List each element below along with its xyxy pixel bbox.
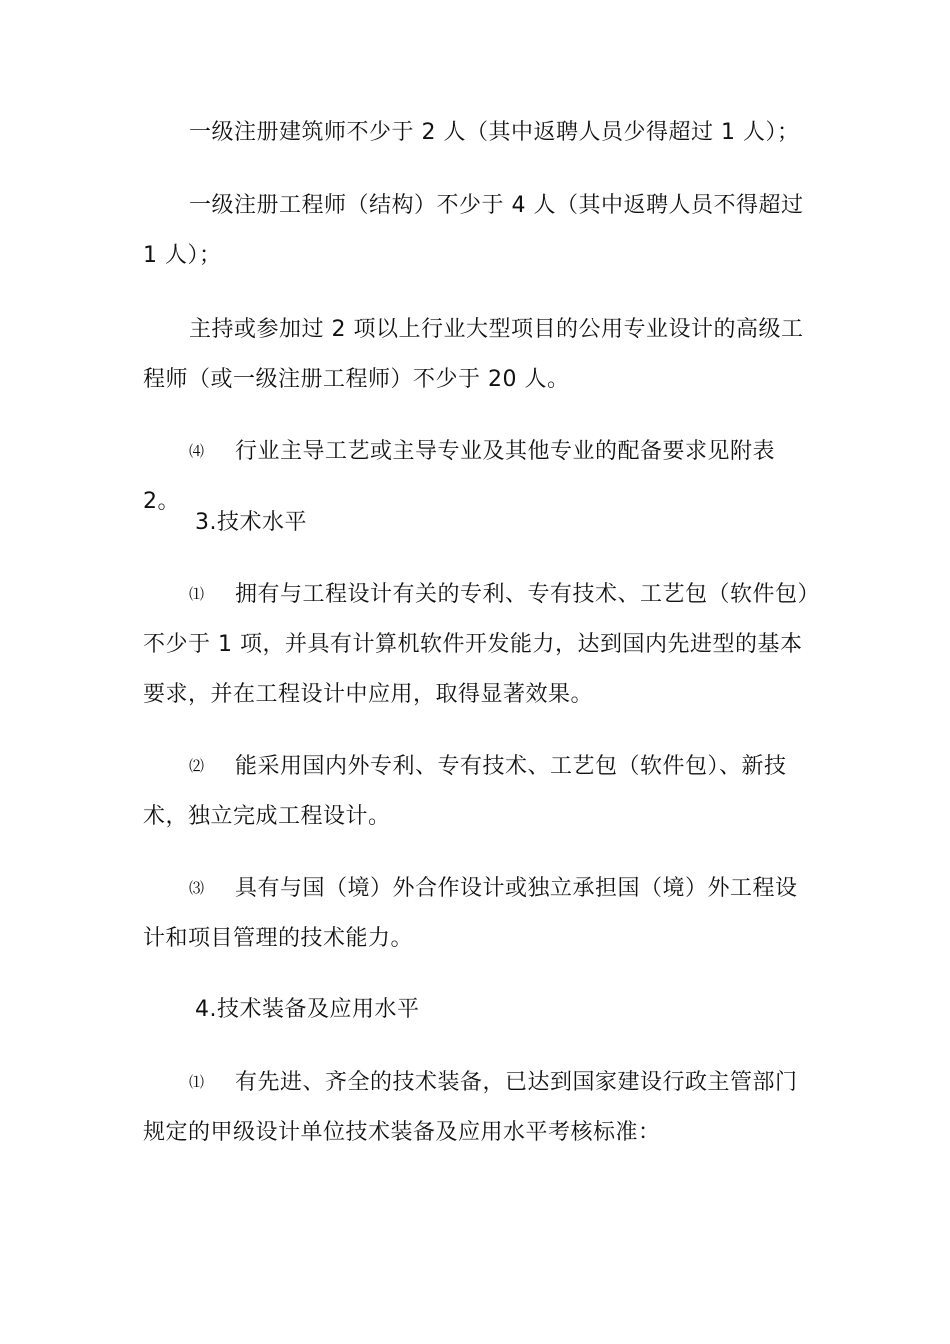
paragraph-text: 具有与国（境）外合作设计或独立承担国（境）外工程设计和项目管理的技术能力。 — [143, 876, 798, 951]
paragraph-text: 一级注册建筑师不少于 2 人（其中返聘人员少得超过 1 人）； — [189, 120, 800, 145]
item-number: ⑶ — [189, 879, 205, 897]
item-number: ⑷ — [189, 442, 205, 460]
paragraph-text: 主持或参加过 2 项以上行业大型项目的公用专业设计的高级工程师（或一级注册工程师）不少于 20 人。 — [143, 317, 804, 392]
item-number: ⑴ — [189, 1073, 205, 1091]
section-heading-equipment — [143, 985, 813, 1035]
paragraph-senior-engineer-requirement — [143, 305, 813, 405]
paragraph-tech-item-3 — [143, 863, 813, 964]
paragraph-text: 一级注册工程师（结构）不少于 4 人（其中返聘人员不得超过 1 人）； — [143, 193, 804, 268]
paragraph-tech-item-2 — [143, 741, 813, 842]
paragraph-text: 拥有与工程设计有关的专利、专有技术、工艺包（软件包）不少于 1 项，并具有计算机软件开发能力，达到国内先进型的基本要求，并在工程设计中应用，取得显著效果。 — [143, 582, 810, 707]
item-number: ⑵ — [189, 757, 205, 775]
paragraph-structural-engineer-requirement — [143, 181, 813, 281]
heading-text: 4.技术装备及应用水平 — [195, 997, 420, 1022]
paragraph-equipment-item-1 — [143, 1057, 813, 1158]
paragraph-architect-requirement — [143, 108, 813, 158]
paragraph-tech-item-1 — [143, 569, 813, 720]
item-number: ⑴ — [189, 585, 205, 603]
paragraph-text: 能采用国内外专利、专有技术、工艺包（软件包）、新技术，独立完成工程设计。 — [143, 754, 787, 829]
paragraph-text: 有先进、齐全的技术装备，已达到国家建设行政主管部门规定的甲级设计单位技术装备及应用水平考核标准： — [143, 1070, 798, 1145]
section-heading-technical-level — [143, 498, 813, 548]
paragraph-text: 行业主导工艺或主导专业及其他专业的配备要求见附表 2。 — [143, 439, 776, 514]
heading-text: 3.技术水平 — [195, 510, 307, 535]
